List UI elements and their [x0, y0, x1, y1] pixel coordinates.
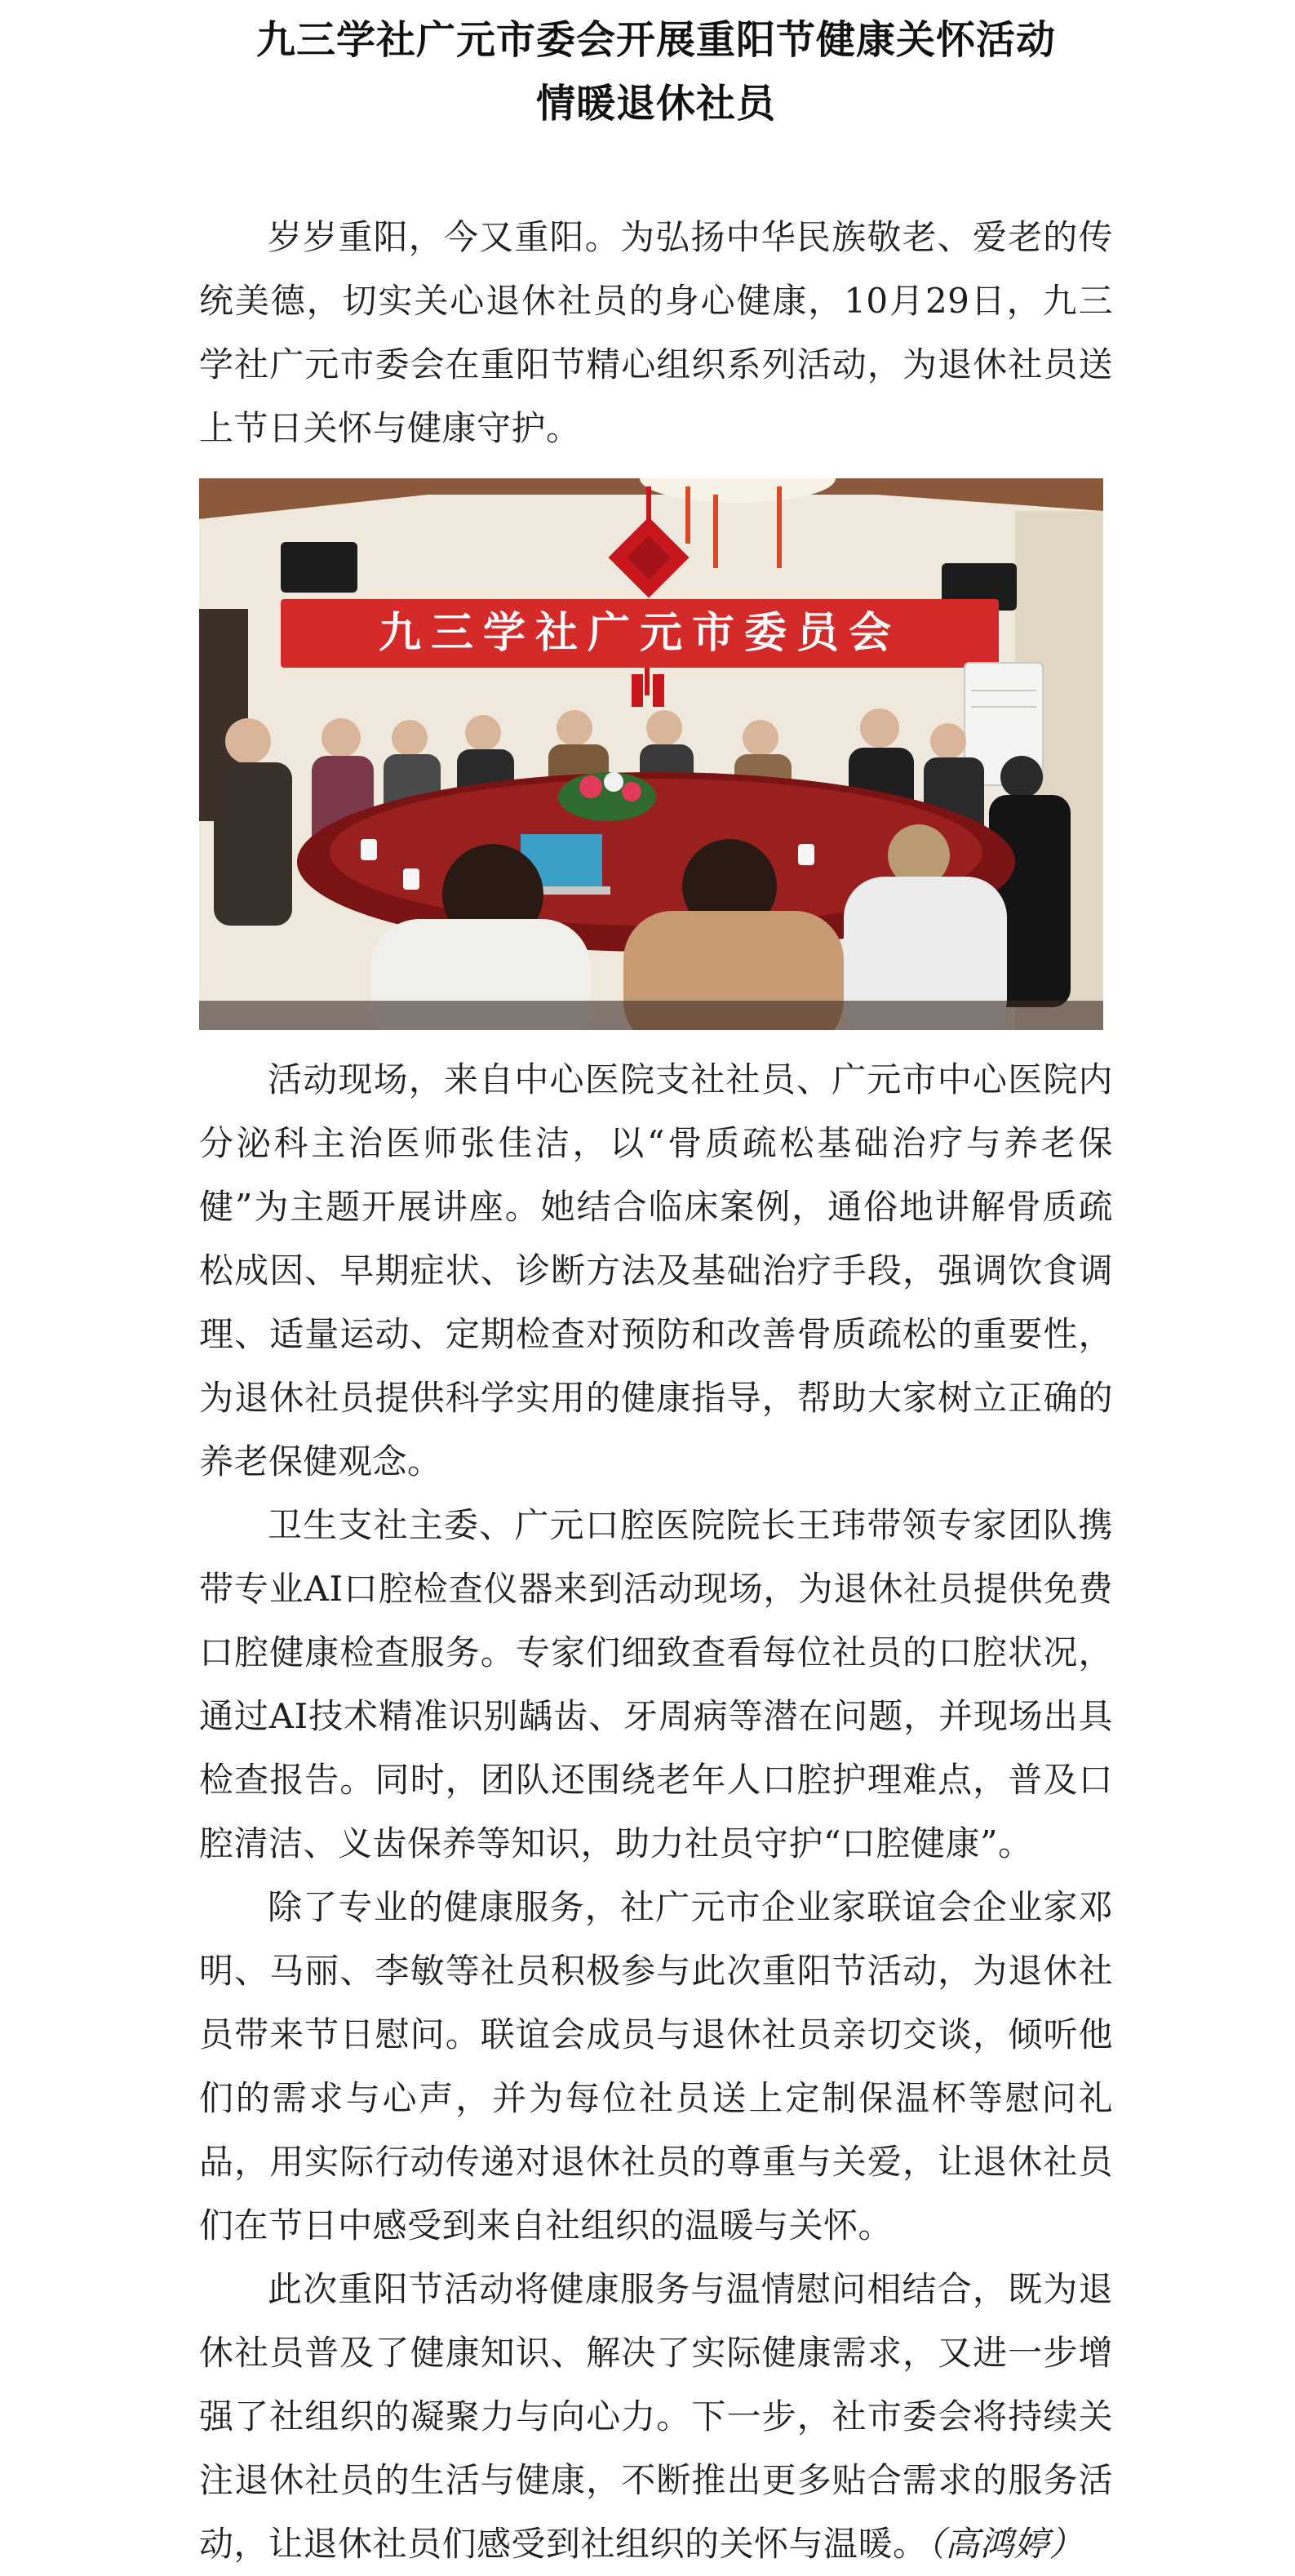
paragraph-dental: 卫生支社主委、广元口腔医院院长王玮带领专家团队携带专业AI口腔检查仪器来到活动现场，为退休社员提供免费口腔健康检查服务。专家们细致查看每位社员的口腔状况，通过AI技术精准识别龋齿、牙周病等潜在问题，并现场出具检查报告。同时，团队还围绕老年人口腔护理难点，普及口腔清洁、义齿保养等知识，助力社员守护“口腔健康”。 [199, 1505, 1113, 1863]
paragraph-visit: 除了专业的健康服务，社广元市企业家联谊会企业家邓明、马丽、李敏等社员积极参与此次重阳节活动，为退休社员带来节日慰问。联谊会成员与退休社员亲切交谈，倾听他们的需求与心声，并为每位社员送上定制保温杯等慰问礼品，用实际行动传递对退休社员的尊重与关爱，让退休社员们在节日中感受到来自社组织的温暖与关怀。 [199, 1887, 1113, 2245]
paragraph-summary [199, 2258, 1113, 2576]
paragraph-intro: 岁岁重阳，今又重阳。为弘扬中华民族敬老、爱老的传统美德，切实关心退休社员的身心健康，10月29日，九三学社广元市委会在重阳节精心组织系列活动，为退休社员送上节日关怀与健康守护。 [199, 217, 1113, 448]
banner [281, 599, 999, 668]
author-signature: （高鸿婷） [927, 2524, 1084, 2564]
title-line-1: 九三学社广元市委会开展重阳节健康关怀活动 [255, 17, 1056, 63]
paragraph-lecture: 活动现场，来自中心医院支社社员、广元市中心医院内分泌科主治医师张佳洁，以“骨质疏松基础治疗与养老保健”为主题开展讲座。她结合临床案例，通俗地讲解骨质疏松成因、早期症状、诊断方法及基础治疗手段，强调饮食调理、适量运动、定期检查对预防和改善骨质疏松的重要性，为退休社员提供科学实用的健康指导，帮助大家树立正确的养老保健观念。 [199, 1059, 1113, 1481]
article-title [199, 0, 1113, 135]
event-photo [199, 478, 1103, 1030]
paragraph-summary-text: 此次重阳节活动将健康服务与温情慰问相结合，既为退休社员普及了健康知识、解决了实际健康需求，又进一步增强了社组织的凝聚力与向心力。下一步，社市委会将持续关注退休社员的生活与健康，不断推出更多贴合需求的服务活动，让退休社员们感受到社组织的关怀与温暖。 [199, 2269, 1113, 2564]
article [199, 0, 1113, 2576]
title-line-2: 情暖退休社员 [535, 81, 776, 127]
banner-text: 九三学社广元市委员会 [378, 609, 902, 658]
